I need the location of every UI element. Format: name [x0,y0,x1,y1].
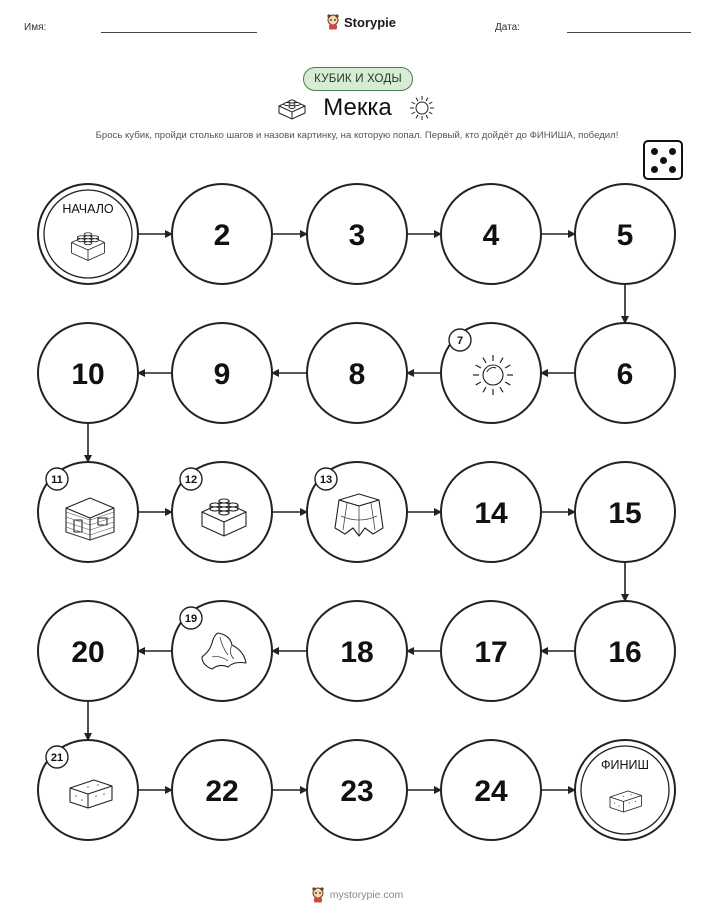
cell-badge-number: 11 [51,474,63,486]
board-cell-10[interactable] [38,323,138,423]
cell-number: 14 [474,497,508,530]
mascot-icon [311,887,325,903]
cell-number: 8 [348,358,366,391]
cell-number: 16 [608,636,642,669]
cell-number: 9 [213,358,231,391]
date-label: Дата: [495,22,520,33]
board-cell-5[interactable] [575,184,675,284]
board-cell-15[interactable] [575,462,675,562]
cell-number: 15 [608,497,642,530]
board-cell-23[interactable] [307,740,407,840]
cell-badge-number: 21 [50,752,64,764]
instructions: Брось кубик, пройди столько шагов и назови картинку, на которую попал. Первый, кто дойдёт до ФИНИША, победил! [95,130,619,141]
cell-number: 18 [340,636,374,669]
board-cell-25[interactable] [575,740,675,840]
board-cell-1[interactable] [38,184,138,284]
board-cell-6[interactable] [575,323,675,423]
board-cell-7[interactable] [441,323,541,423]
footer-url[interactable]: mystorypie.com [329,889,404,901]
cell-number: 20 [71,636,105,669]
cell-badge-number: 7 [456,335,464,347]
board-cell-3[interactable] [307,184,407,284]
board-cell-24[interactable] [441,740,541,840]
cell-badge-number: 19 [184,613,198,625]
cell-number: 6 [616,358,634,391]
board-cell-22[interactable] [172,740,272,840]
draped-cube-icon [335,494,383,536]
board-cell-18[interactable] [307,601,407,701]
board-cell-9[interactable] [172,323,272,423]
brand-name: Storypie [344,14,397,30]
cell-number: 17 [474,636,508,669]
cell-number: 2 [213,219,231,252]
cell-number: 5 [616,219,634,252]
cell-number: 24 [474,775,508,808]
game-type-pill: КУБИК И ХОДЫ [303,67,413,91]
board-cell-16[interactable] [575,601,675,701]
page-title: Мекка [323,94,392,121]
cell-number: 4 [482,219,500,252]
footer [0,887,714,903]
board-cell-13[interactable] [307,462,407,562]
cell-number: 23 [340,775,374,808]
cell-circle [575,740,675,840]
name-label: Имя: [24,22,47,33]
board-cell-20[interactable] [38,601,138,701]
cell-number: 3 [348,219,366,252]
board-cell-8[interactable] [307,323,407,423]
board-cell-17[interactable] [441,601,541,701]
board-cell-19[interactable] [172,601,272,701]
board-cell-11[interactable] [38,462,138,562]
cell-number: 10 [71,358,105,391]
cell-badge-number: 13 [319,474,333,486]
board-cell-2[interactable] [172,184,272,284]
board-cell-21[interactable] [38,740,138,840]
cell-badge-number: 12 [184,474,198,486]
board-cell-4[interactable] [441,184,541,284]
cell-number: 22 [205,775,239,808]
finish-label: ФИНИШ [601,758,649,772]
board-cell-14[interactable] [441,462,541,562]
start-label: НАЧАЛО [62,202,114,216]
board-cell-12[interactable] [172,462,272,562]
